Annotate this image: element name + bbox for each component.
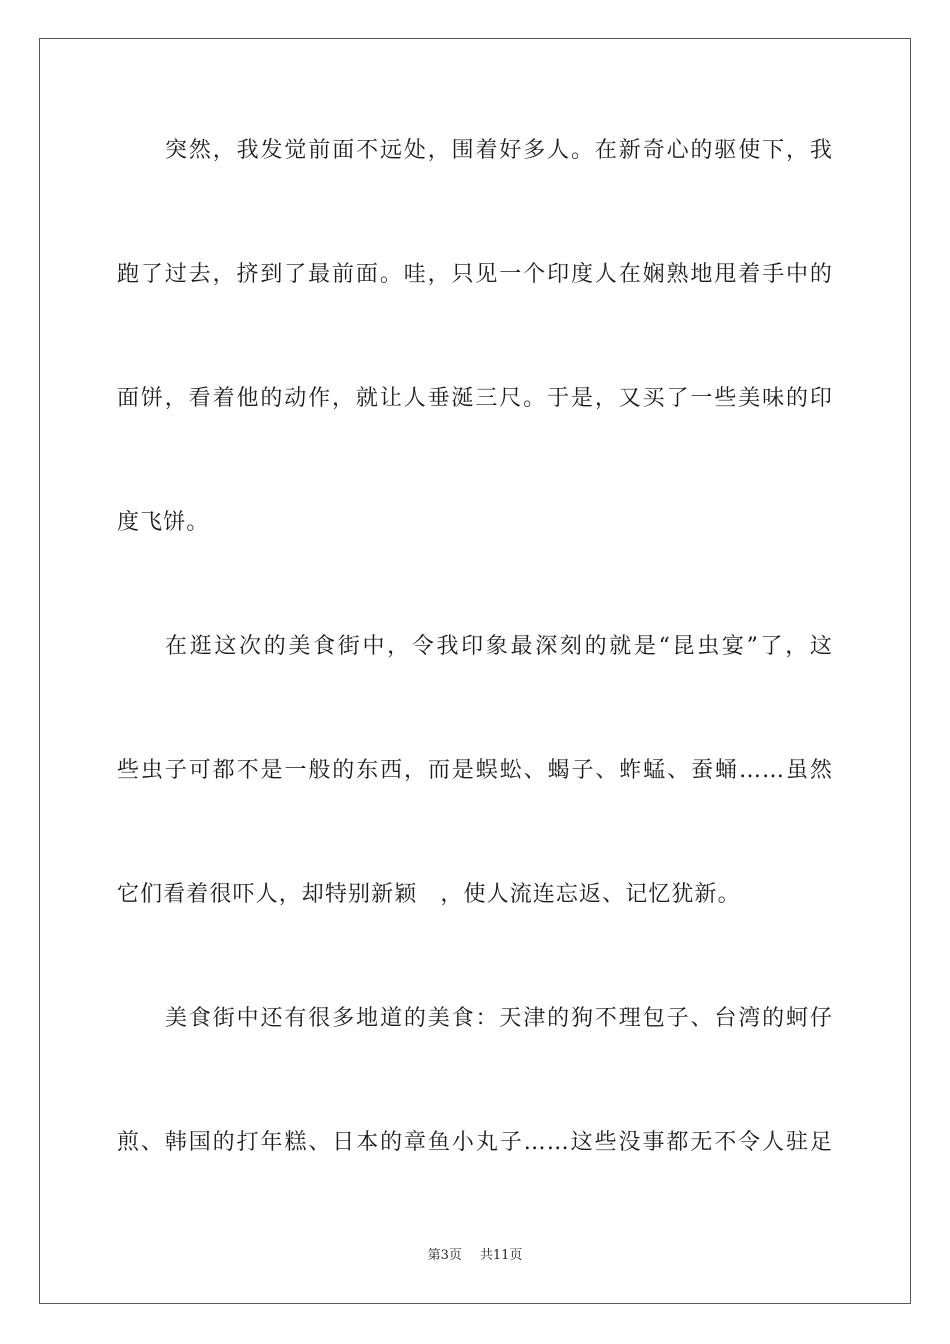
paragraph-2-line-3: 它们看着很吓人，却特别新颖 ，使人流连忘返、记忆犹新。 bbox=[117, 882, 741, 907]
paragraph-1-line-1: 突然，我发觉前面不远处，围着好多人。在新奇心的驱使下，我 bbox=[165, 138, 833, 163]
paragraph-3-line-1: 美食街中还有很多地道的美食：天津的狗不理包子、台湾的蚵仔 bbox=[165, 1006, 833, 1031]
paragraph-1-line-2: 跑了过去，挤到了最前面。哇，只见一个印度人在娴熟地甩着手中的 bbox=[117, 262, 833, 287]
page-number: 第3页 bbox=[427, 1248, 462, 1263]
paragraph-1-line-3: 面饼，看着他的动作，就让人垂涎三尺。于是，又买了一些美味的印 bbox=[117, 386, 833, 411]
paragraph-3-line-2: 煎、韩国的打年糕、日本的章鱼小丸子……这些没事都无不令人驻足 bbox=[117, 1130, 833, 1155]
page-total: 共11页 bbox=[479, 1248, 523, 1263]
paragraph-1-line-4: 度飞饼。 bbox=[117, 510, 210, 535]
page-border bbox=[39, 38, 911, 1304]
page-footer bbox=[0, 1247, 950, 1265]
paragraph-2-line-2: 些虫子可都不是一般的东西，而是蜈蚣、蝎子、蚱蜢、蚕蛹……虽然 bbox=[117, 758, 833, 783]
paragraph-2-line-1: 在逛这次的美食街中，令我印象最深刻的就是“昆虫宴”了，这 bbox=[165, 634, 833, 659]
